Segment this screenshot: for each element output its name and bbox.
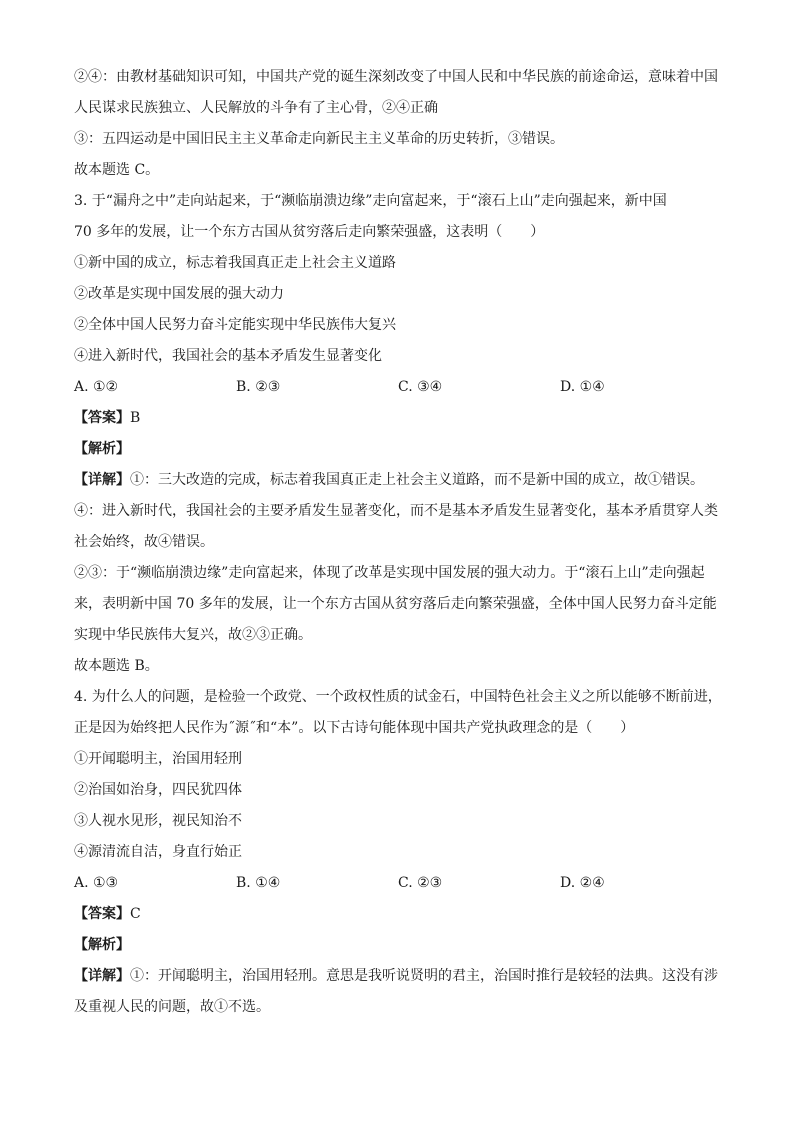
q4-option-b: B. ①④ xyxy=(236,875,281,891)
q3-detail-line-6: 实现中华民族伟大复兴，故②③正确。 xyxy=(74,627,312,643)
q4-item-2: ②治国如治身，四民犹四体 xyxy=(74,782,242,798)
q3-stem-line-1: 3. 于“漏舟之中”走向站起来，于“濒临崩溃边缘”走向富起来，于“滚石上山”走向强起来，新中国 xyxy=(74,193,667,209)
q3-item-1: ①新中国的成立，标志着我国真正走上社会主义道路 xyxy=(74,255,396,271)
q3-analysis-heading xyxy=(74,434,734,465)
q4-option-a: A. ①③ xyxy=(74,875,119,891)
q3-stem-line-2: 70 多年的发展，让一个东方古国从贫穷落后走向繁荣强盛，这表明（ ） xyxy=(74,224,545,240)
q3-answer-value: B xyxy=(130,410,141,426)
q4-stem-line-1: 4. 为什么人的问题，是检验一个政党、一个政权性质的试金石，中国特色社会主义之所以能够不断前进， xyxy=(74,689,722,705)
q4-detail-line-2: 及重视人民的问题，故①不选。 xyxy=(74,999,270,1015)
q4-answer-tag: 【答案】 xyxy=(74,906,130,922)
q2-analysis-line-1: ②④：由教材基础知识可知，中国共产党的诞生深刻改变了中国人民和中华民族的前途命运，意味着中国 xyxy=(74,69,718,85)
q3-answer xyxy=(74,403,734,434)
q3-item-2: ②改革是实现中国发展的强大动力 xyxy=(74,286,284,302)
document-page xyxy=(74,62,734,1023)
q4-option-d: D. ②④ xyxy=(560,875,605,891)
q2-analysis-line-3: ③：五四运动是中国旧民主主义革命走向新民主主义革命的历史转折，③错误。 xyxy=(74,131,564,147)
q4-answer-value: C xyxy=(130,906,141,922)
q4-detail-line-1 xyxy=(74,961,734,992)
q3-detail-line-2: ④：进入新时代，我国社会的主要矛盾发生显著变化，而不是基本矛盾发生显著变化，基本矛盾贯穿人类 xyxy=(74,503,718,519)
q4-detail-text-1: ①：开闻聪明主，治国用轻刑。意思是我听说贤明的君主，治国时推行是较轻的法典。这没有涉 xyxy=(130,968,718,984)
q4-options xyxy=(74,868,734,899)
q2-conclusion: 故本题选 C。 xyxy=(74,162,160,178)
q4-option-c: C. ②③ xyxy=(398,875,443,891)
q3-conclusion: 故本题选 B。 xyxy=(74,658,159,674)
q3-options xyxy=(74,372,734,403)
q2-analysis-line-2: 人民谋求民族独立、人民解放的斗争有了主心骨，②④正确 xyxy=(74,100,438,116)
q4-item-3: ③人视水见形，视民知治不 xyxy=(74,813,242,829)
q4-item-1: ①开闻聪明主，治国用轻刑 xyxy=(74,751,242,767)
q3-option-b: B. ②③ xyxy=(236,379,281,395)
q4-answer xyxy=(74,899,734,930)
q3-detail-text-1: ①：三大改造的完成，标志着我国真正走上社会主义道路，而不是新中国的成立，故①错误。 xyxy=(130,472,704,488)
q4-detail-tag: 【详解】 xyxy=(74,968,130,984)
q3-item-3: ②全体中国人民努力奋斗定能实现中华民族伟大复兴 xyxy=(74,317,396,333)
q3-analysis-tag: 【解析】 xyxy=(74,441,130,457)
q4-analysis-tag: 【解析】 xyxy=(74,937,130,953)
q3-detail-line-3: 社会始终，故④错误。 xyxy=(74,534,214,550)
q4-analysis-heading xyxy=(74,930,734,961)
q3-detail-line-4: ②③：于“濒临崩溃边缘”走向富起来，体现了改革是实现中国发展的强大动力。于“滚石上山”走向强起 xyxy=(74,565,705,581)
q3-answer-tag: 【答案】 xyxy=(74,410,130,426)
q3-option-d: D. ①④ xyxy=(560,379,605,395)
q3-detail-tag: 【详解】 xyxy=(74,472,130,488)
q3-detail-line-5: 来，表明新中国 70 多年的发展，让一个东方古国从贫穷落后走向繁荣强盛，全体中国人民努力奋斗定能 xyxy=(74,596,717,612)
q3-option-c: C. ③④ xyxy=(398,379,443,395)
q3-option-a: A. ①② xyxy=(74,379,119,395)
q4-stem-line-2: 正是因为始终把人民作为˝源˝和“本”。以下古诗句能体现中国共产党执政理念的是（ ） xyxy=(74,720,635,736)
q3-detail-line-1 xyxy=(74,465,734,496)
q4-item-4: ④源清流自洁，身直行始正 xyxy=(74,844,242,860)
q3-item-4: ④进入新时代，我国社会的基本矛盾发生显著变化 xyxy=(74,348,382,364)
